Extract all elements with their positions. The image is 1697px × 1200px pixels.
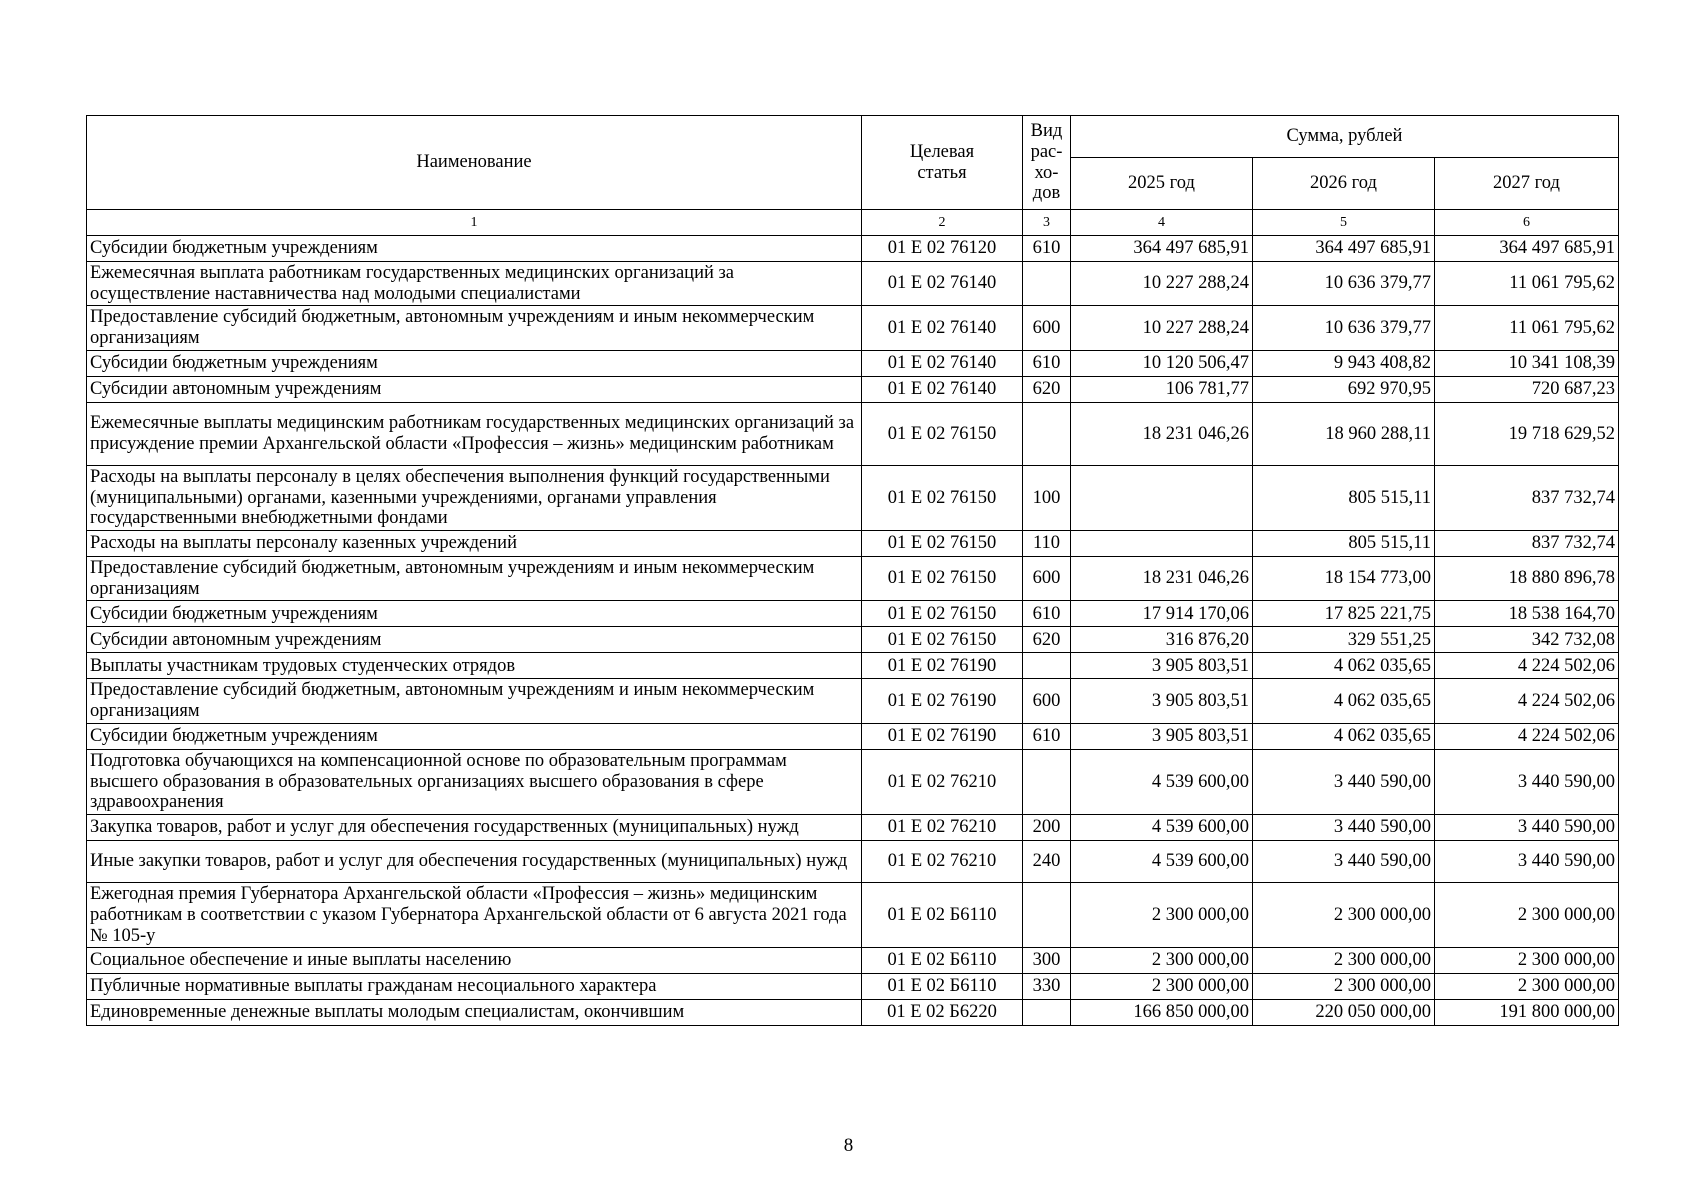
row-sum-2026: 18 154 773,00: [1253, 557, 1435, 601]
row-sum-2027: 191 800 000,00: [1435, 1000, 1619, 1026]
table-row: [87, 402, 1619, 465]
row-name: Закупка товаров, работ и услуг для обеспечения государственных (муниципальных) нужд: [87, 815, 862, 841]
column-number: 6: [1435, 210, 1619, 236]
row-target-article: 01 Е 02 76150: [862, 627, 1023, 653]
header-year-2027: 2027 год: [1435, 158, 1619, 210]
table-row: [87, 948, 1619, 974]
table-row: [87, 749, 1619, 814]
table-header: [87, 116, 1619, 236]
row-sum-2026: 10 636 379,77: [1253, 262, 1435, 306]
row-sum-2025: 4 539 600,00: [1071, 749, 1253, 814]
header-year-2025: 2025 год: [1071, 158, 1253, 210]
table-body: [87, 236, 1619, 1026]
row-sum-2026: 18 960 288,11: [1253, 402, 1435, 465]
row-target-article: 01 Е 02 76190: [862, 653, 1023, 679]
row-expense-type: [1023, 749, 1071, 814]
row-sum-2026: 3 440 590,00: [1253, 815, 1435, 841]
row-sum-2026: 329 551,25: [1253, 627, 1435, 653]
row-sum-2027: 342 732,08: [1435, 627, 1619, 653]
row-expense-type: [1023, 653, 1071, 679]
row-sum-2025: 4 539 600,00: [1071, 815, 1253, 841]
row-sum-2027: 11 061 795,62: [1435, 262, 1619, 306]
row-target-article: 01 Е 02 76210: [862, 841, 1023, 883]
column-number: 5: [1253, 210, 1435, 236]
row-expense-type: 610: [1023, 601, 1071, 627]
row-sum-2027: 11 061 795,62: [1435, 306, 1619, 350]
row-name: Субсидии бюджетным учреждениям: [87, 723, 862, 749]
row-expense-type: 330: [1023, 974, 1071, 1000]
header-target-article: Целевая статья: [862, 116, 1023, 210]
row-target-article: 01 Е 02 76140: [862, 350, 1023, 376]
row-name: Ежемесячная выплата работникам государственных медицинских организаций за осуществление наставничества над молодыми специалистами: [87, 262, 862, 306]
table-row: [87, 723, 1619, 749]
row-sum-2027: 3 440 590,00: [1435, 815, 1619, 841]
row-target-article: 01 Е 02 76190: [862, 679, 1023, 723]
row-target-article: 01 Е 02 Б6220: [862, 1000, 1023, 1026]
column-number: 1: [87, 210, 862, 236]
row-target-article: 01 Е 02 76150: [862, 531, 1023, 557]
row-name: Единовременные денежные выплаты молодым специалистам, окончившим: [87, 1000, 862, 1026]
row-target-article: 01 Е 02 76210: [862, 815, 1023, 841]
row-sum-2027: 2 300 000,00: [1435, 974, 1619, 1000]
header-sum-group: Сумма, рублей: [1071, 116, 1619, 158]
row-name: Субсидии бюджетным учреждениям: [87, 236, 862, 262]
row-expense-type: 200: [1023, 815, 1071, 841]
row-target-article: 01 Е 02 76210: [862, 749, 1023, 814]
row-sum-2025: 17 914 170,06: [1071, 601, 1253, 627]
row-sum-2025: 10 227 288,24: [1071, 306, 1253, 350]
table-row: [87, 350, 1619, 376]
row-sum-2025: 106 781,77: [1071, 376, 1253, 402]
row-sum-2027: 2 300 000,00: [1435, 883, 1619, 948]
table-row: [87, 883, 1619, 948]
row-sum-2026: 805 515,11: [1253, 531, 1435, 557]
row-expense-type: 610: [1023, 723, 1071, 749]
row-sum-2026: 2 300 000,00: [1253, 883, 1435, 948]
row-sum-2025: 2 300 000,00: [1071, 948, 1253, 974]
row-expense-type: 620: [1023, 376, 1071, 402]
table-row: [87, 601, 1619, 627]
row-target-article: 01 Е 02 76150: [862, 402, 1023, 465]
row-sum-2025: 166 850 000,00: [1071, 1000, 1253, 1026]
row-sum-2027: 2 300 000,00: [1435, 948, 1619, 974]
row-sum-2027: 837 732,74: [1435, 531, 1619, 557]
row-expense-type: 300: [1023, 948, 1071, 974]
row-sum-2027: 18 538 164,70: [1435, 601, 1619, 627]
row-expense-type: 600: [1023, 679, 1071, 723]
table-row: [87, 841, 1619, 883]
row-sum-2026: 17 825 221,75: [1253, 601, 1435, 627]
table-row: [87, 1000, 1619, 1026]
table-row: [87, 653, 1619, 679]
row-name: Подготовка обучающихся на компенсационной основе по образовательным программам высшего образования в образовательных организациях высшего образования в сфере здравоохранения: [87, 749, 862, 814]
row-target-article: 01 Е 02 76150: [862, 601, 1023, 627]
table-row: [87, 376, 1619, 402]
row-sum-2025: 2 300 000,00: [1071, 883, 1253, 948]
row-sum-2025: 3 905 803,51: [1071, 653, 1253, 679]
row-expense-type: 100: [1023, 465, 1071, 530]
header-name: Наименование: [87, 116, 862, 210]
row-sum-2026: 2 300 000,00: [1253, 948, 1435, 974]
row-expense-type: 600: [1023, 557, 1071, 601]
row-sum-2027: 3 440 590,00: [1435, 749, 1619, 814]
budget-table: [86, 115, 1619, 1026]
table-row: [87, 262, 1619, 306]
row-name: Расходы на выплаты персоналу казенных учреждений: [87, 531, 862, 557]
row-name: Предоставление субсидий бюджетным, автономным учреждениям и иным некоммерческим организациям: [87, 557, 862, 601]
row-sum-2025: 18 231 046,26: [1071, 402, 1253, 465]
row-name: Расходы на выплаты персоналу в целях обеспечения выполнения функций государственными (муниципальными) органами, казенными учреждениями, органами управления государственными внебюджетными фондами: [87, 465, 862, 530]
table-row: [87, 815, 1619, 841]
table-row: [87, 627, 1619, 653]
row-target-article: 01 Е 02 Б6110: [862, 948, 1023, 974]
row-name: Предоставление субсидий бюджетным, автономным учреждениям и иным некоммерческим организациям: [87, 679, 862, 723]
row-sum-2026: 2 300 000,00: [1253, 974, 1435, 1000]
row-name: Ежемесячные выплаты медицинским работникам государственных медицинских организаций за присуждение премии Архангельской области «Профессия – жизнь» медицинским работникам: [87, 402, 862, 465]
row-sum-2026: 4 062 035,65: [1253, 723, 1435, 749]
table-row: [87, 236, 1619, 262]
row-target-article: 01 Е 02 76150: [862, 557, 1023, 601]
row-sum-2026: 364 497 685,91: [1253, 236, 1435, 262]
row-sum-2025: 10 227 288,24: [1071, 262, 1253, 306]
header-expense-type: Вид рас-хо-дов: [1023, 116, 1071, 210]
row-sum-2025: 316 876,20: [1071, 627, 1253, 653]
row-expense-type: 600: [1023, 306, 1071, 350]
column-number: 2: [862, 210, 1023, 236]
row-sum-2026: 220 050 000,00: [1253, 1000, 1435, 1026]
row-expense-type: [1023, 402, 1071, 465]
row-name: Публичные нормативные выплаты гражданам несоциального характера: [87, 974, 862, 1000]
row-sum-2027: 4 224 502,06: [1435, 679, 1619, 723]
row-name: Предоставление субсидий бюджетным, автономным учреждениям и иным некоммерческим организациям: [87, 306, 862, 350]
table-row: [87, 465, 1619, 530]
table-row: [87, 557, 1619, 601]
row-name: Субсидии автономным учреждениям: [87, 627, 862, 653]
row-sum-2025: 3 905 803,51: [1071, 679, 1253, 723]
page-number: 8: [843, 1135, 854, 1156]
row-sum-2026: 9 943 408,82: [1253, 350, 1435, 376]
row-expense-type: 620: [1023, 627, 1071, 653]
row-expense-type: [1023, 1000, 1071, 1026]
row-target-article: 01 Е 02 76140: [862, 262, 1023, 306]
row-target-article: 01 Е 02 Б6110: [862, 974, 1023, 1000]
row-name: Субсидии бюджетным учреждениям: [87, 601, 862, 627]
table-row: [87, 679, 1619, 723]
row-sum-2026: 3 440 590,00: [1253, 841, 1435, 883]
row-name: Ежегодная премия Губернатора Архангельской области «Профессия – жизнь» медицинским работникам в соответствии с указом Губернатора Архангельской области от 6 августа 2021 года № 105-у: [87, 883, 862, 948]
row-sum-2027: 18 880 896,78: [1435, 557, 1619, 601]
row-expense-type: 240: [1023, 841, 1071, 883]
table-row: [87, 531, 1619, 557]
row-expense-type: [1023, 262, 1071, 306]
row-sum-2027: 10 341 108,39: [1435, 350, 1619, 376]
row-target-article: 01 Е 02 Б6110: [862, 883, 1023, 948]
row-sum-2025: 364 497 685,91: [1071, 236, 1253, 262]
row-target-article: 01 Е 02 76120: [862, 236, 1023, 262]
row-sum-2025: 18 231 046,26: [1071, 557, 1253, 601]
header-year-2026: 2026 год: [1253, 158, 1435, 210]
table-row: [87, 974, 1619, 1000]
row-sum-2026: 4 062 035,65: [1253, 679, 1435, 723]
row-sum-2027: 4 224 502,06: [1435, 653, 1619, 679]
row-sum-2027: 720 687,23: [1435, 376, 1619, 402]
row-name: Выплаты участникам трудовых студенческих отрядов: [87, 653, 862, 679]
row-sum-2026: 692 970,95: [1253, 376, 1435, 402]
row-sum-2025: 3 905 803,51: [1071, 723, 1253, 749]
row-expense-type: [1023, 883, 1071, 948]
row-target-article: 01 Е 02 76150: [862, 465, 1023, 530]
row-sum-2026: 3 440 590,00: [1253, 749, 1435, 814]
row-sum-2026: 805 515,11: [1253, 465, 1435, 530]
column-number-row: [87, 210, 1619, 236]
row-sum-2026: 4 062 035,65: [1253, 653, 1435, 679]
row-sum-2027: 837 732,74: [1435, 465, 1619, 530]
column-number: 3: [1023, 210, 1071, 236]
row-expense-type: 610: [1023, 236, 1071, 262]
row-expense-type: 610: [1023, 350, 1071, 376]
row-name: Социальное обеспечение и иные выплаты населению: [87, 948, 862, 974]
row-sum-2025: 10 120 506,47: [1071, 350, 1253, 376]
row-sum-2026: 10 636 379,77: [1253, 306, 1435, 350]
table-row: [87, 306, 1619, 350]
row-name: Иные закупки товаров, работ и услуг для обеспечения государственных (муниципальных) нужд: [87, 841, 862, 883]
row-sum-2025: 2 300 000,00: [1071, 974, 1253, 1000]
row-target-article: 01 Е 02 76140: [862, 376, 1023, 402]
row-target-article: 01 Е 02 76140: [862, 306, 1023, 350]
column-number: 4: [1071, 210, 1253, 236]
row-target-article: 01 Е 02 76190: [862, 723, 1023, 749]
row-sum-2025: [1071, 531, 1253, 557]
row-sum-2027: 364 497 685,91: [1435, 236, 1619, 262]
row-expense-type: 110: [1023, 531, 1071, 557]
row-sum-2025: [1071, 465, 1253, 530]
row-name: Субсидии бюджетным учреждениям: [87, 350, 862, 376]
row-sum-2027: 19 718 629,52: [1435, 402, 1619, 465]
row-name: Субсидии автономным учреждениям: [87, 376, 862, 402]
row-sum-2025: 4 539 600,00: [1071, 841, 1253, 883]
row-sum-2027: 4 224 502,06: [1435, 723, 1619, 749]
row-sum-2027: 3 440 590,00: [1435, 841, 1619, 883]
